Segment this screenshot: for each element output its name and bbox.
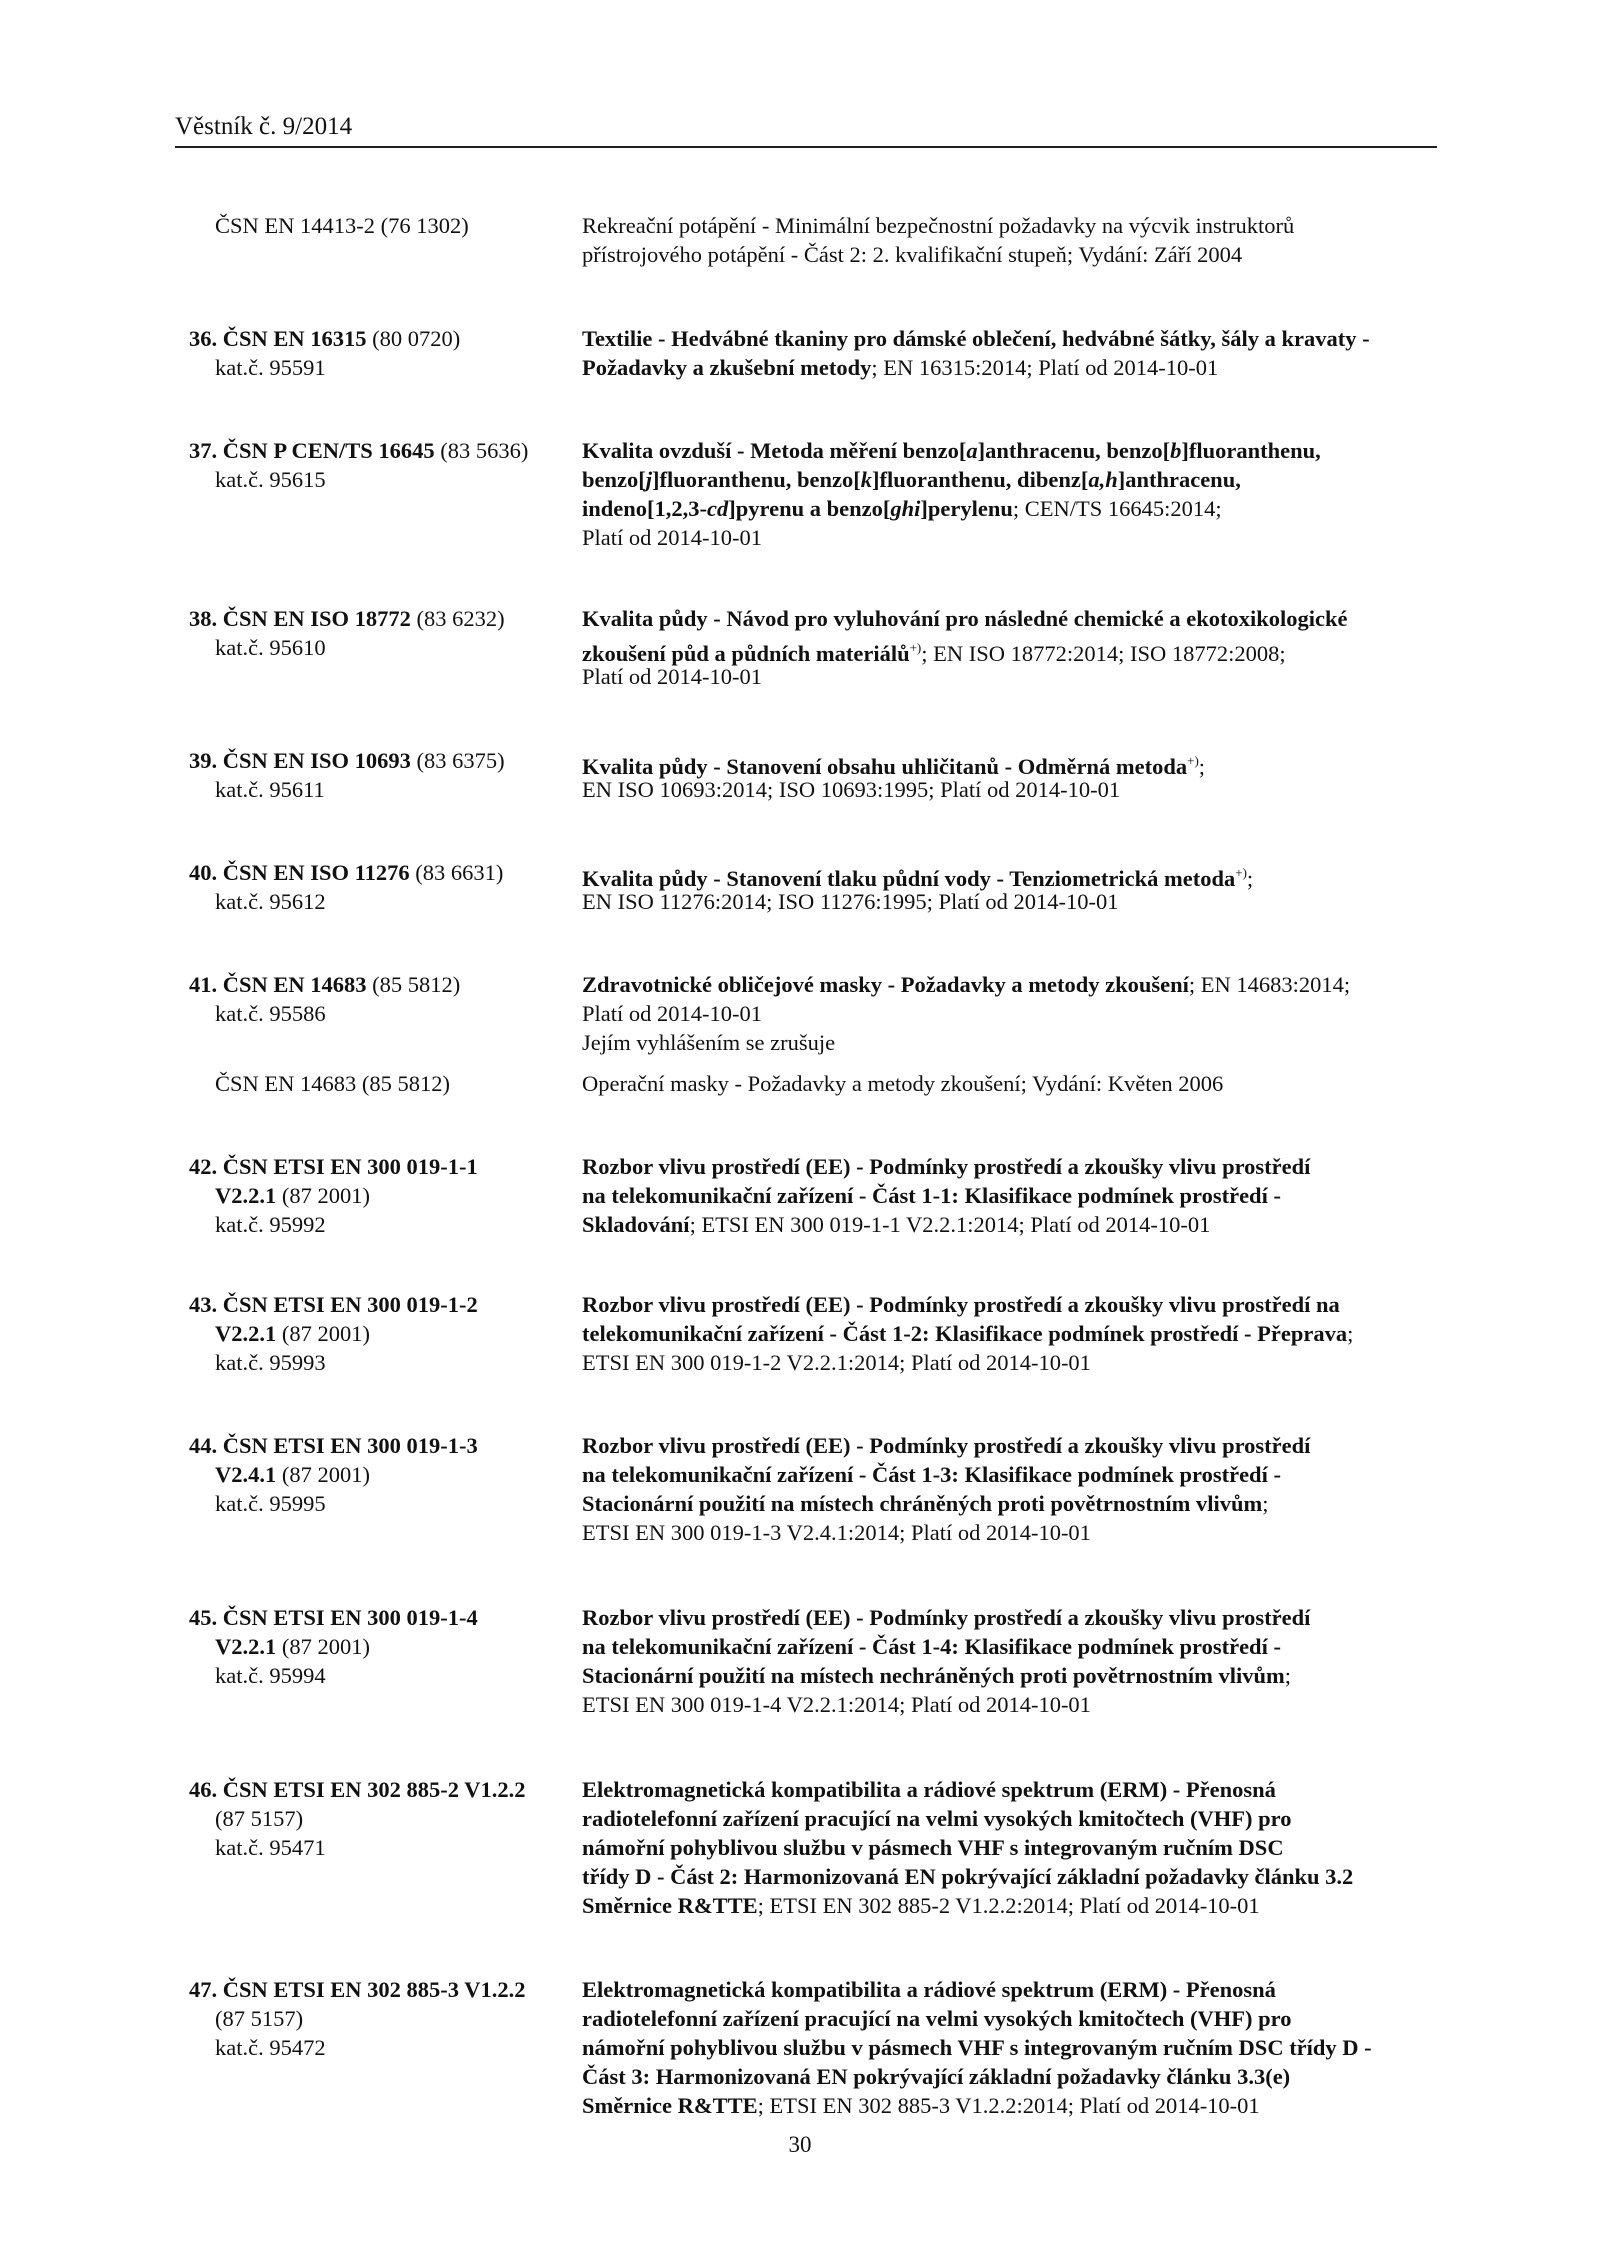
text-segment: ; ETSI EN 302 885-3 V1.2.2:2014; Platí od 2014-10-01 [757, 2093, 1260, 2118]
text-line [582, 1152, 1482, 1181]
text-segment: V2.2.1 [215, 1634, 277, 1659]
text-segment: V2.4.1 [215, 1462, 277, 1487]
footnote-mark: +) [1235, 865, 1247, 880]
text-line [189, 1181, 569, 1210]
text-line [582, 746, 1482, 779]
text-segment: Elektromagnetická kompatibilita a rádiové spektrum (ERM) - Přenosná [582, 1977, 1276, 2002]
text-segment: radiotelefonní zařízení pracující na velmi vysokých kmitočtech (VHF) pro [582, 1806, 1292, 1831]
text-line [582, 465, 1482, 494]
text-segment: benzo[ [582, 467, 646, 492]
text-line [582, 2062, 1482, 2091]
text-segment: Požadavky a zkušební metody [582, 355, 872, 380]
text-line [582, 436, 1482, 465]
standard-description [582, 970, 1482, 1057]
text-line [189, 1603, 569, 1632]
text-line [582, 1603, 1482, 1632]
text-segment: (87 2001) [276, 1634, 370, 1659]
text-segment: kat.č. 95472 [215, 2035, 326, 2060]
text-line [582, 1775, 1482, 1804]
text-segment: cd [707, 496, 729, 521]
text-line [582, 970, 1482, 999]
text-segment: (87 2001) [276, 1183, 370, 1208]
text-line [189, 2033, 569, 2062]
text-segment: Kvalita půdy - Stanovení tlaku půdní vody - Tenziometrická metoda [582, 866, 1236, 891]
standard-description [582, 746, 1482, 804]
standard-description [582, 858, 1482, 916]
text-segment: Kvalita ovzduší - Metoda měření benzo[ [582, 438, 967, 463]
text-segment: 43. ČSN ETSI EN 300 019-1-2 [189, 1292, 478, 1317]
text-segment: Platí od 2014-10-01 [582, 525, 762, 550]
text-segment: EN ISO 11276:2014; ISO 11276:1995; Platí od 2014-10-01 [582, 889, 1119, 914]
text-segment: ]fluoranthenu, [1181, 438, 1321, 463]
text-line [189, 1489, 569, 1518]
text-segment: a [966, 438, 978, 463]
text-line [582, 775, 1482, 804]
text-segment: ]fluoranthenu, benzo[ [652, 467, 861, 492]
text-line [582, 353, 1482, 382]
text-line [189, 746, 569, 775]
text-segment: ČSN EN 14683 (85 5812) [215, 1071, 450, 1096]
text-segment: ]anthracenu, benzo[ [977, 438, 1171, 463]
text-line [582, 1975, 1482, 2004]
text-segment: kat.č. 95615 [215, 467, 326, 492]
text-segment: (87 5157) [215, 2006, 304, 2031]
standard-description [582, 436, 1482, 552]
text-segment: 44. ČSN ETSI EN 300 019-1-3 [189, 1433, 478, 1458]
standard-description [582, 1975, 1482, 2120]
text-segment: námořní pohyblivou službu v pásmech VHF s integrovaným ručním DSC [582, 1835, 1284, 1860]
text-line [582, 1319, 1482, 1348]
text-line [582, 887, 1482, 916]
standard-code [189, 1290, 569, 1377]
text-segment: Platí od 2014-10-01 [582, 1001, 762, 1026]
text-line [189, 1632, 569, 1661]
text-line [189, 1290, 569, 1319]
text-line [582, 1210, 1482, 1239]
text-line [189, 633, 569, 662]
text-segment: indeno[1,2,3- [582, 496, 708, 521]
text-line [582, 1690, 1482, 1719]
text-line [582, 523, 1482, 552]
text-segment: 38. ČSN EN ISO 18772 [189, 606, 411, 631]
text-segment: Skladování [582, 1212, 690, 1237]
text-segment: na telekomunikační zařízení - Část 1-1: Klasifikace podmínek prostředí - [582, 1183, 1281, 1208]
text-line [582, 633, 1482, 666]
text-segment: a,h [1088, 467, 1118, 492]
text-line [582, 2004, 1482, 2033]
page-number: 30 [788, 2132, 812, 2157]
standard-code [189, 211, 569, 240]
text-segment: ETSI EN 300 019-1-4 V2.2.1:2014; Platí od 2014-10-01 [582, 1692, 1091, 1717]
text-segment: Stacionární použití na místech chráněných proti povětrnostním vlivům [582, 1491, 1263, 1516]
text-segment: Textilie - Hedvábné tkaniny pro dámské oblečení, hedvábné šátky, šály a kravaty - [582, 326, 1370, 351]
standard-code [189, 1975, 569, 2062]
text-segment: 45. ČSN ETSI EN 300 019-1-4 [189, 1605, 478, 1630]
standard-code [189, 1431, 569, 1518]
text-line [189, 970, 569, 999]
text-segment: 41. ČSN EN 14683 [189, 972, 367, 997]
text-line [189, 1775, 569, 1804]
text-segment: ; [1347, 1321, 1354, 1346]
footnote-mark: +) [1187, 753, 1199, 768]
text-line [189, 324, 569, 353]
text-segment: j [645, 467, 653, 492]
text-line [582, 858, 1482, 891]
text-segment: ; EN ISO 18772:2014; ISO 18772:2008; [921, 641, 1286, 666]
text-line [582, 1862, 1482, 1891]
text-line [582, 1661, 1482, 1690]
text-segment: ČSN EN 14413-2 (76 1302) [215, 213, 469, 238]
text-segment: EN ISO 10693:2014; ISO 10693:1995; Platí od 2014-10-01 [582, 777, 1121, 802]
text-segment: 47. ČSN ETSI EN 302 885-3 V1.2.2 [189, 1977, 526, 2002]
text-segment: kat.č. 95610 [215, 635, 326, 660]
text-segment: námořní pohyblivou službu v pásmech VHF s integrovaným ručním DSC třídy D - [582, 2035, 1372, 2060]
text-line [582, 2033, 1482, 2062]
text-line [582, 662, 1482, 691]
text-line [189, 436, 569, 465]
text-segment: kat.č. 95994 [215, 1663, 326, 1688]
text-segment: Operační masky - Požadavky a metody zkoušení; Vydání: Květen 2006 [582, 1071, 1224, 1096]
text-segment: (80 0720) [366, 326, 461, 351]
text-segment: ]pyrenu a benzo[ [728, 496, 891, 521]
text-segment: (83 6375) [410, 748, 505, 773]
text-segment: ; EN 16315:2014; Platí od 2014-10-01 [871, 355, 1219, 380]
standard-code [189, 1152, 569, 1239]
text-segment: ]fluoranthenu, dibenz[ [872, 467, 1089, 492]
text-segment: kat.č. 95993 [215, 1350, 326, 1375]
text-segment: radiotelefonní zařízení pracující na velmi vysokých kmitočtech (VHF) pro [582, 2006, 1292, 2031]
standard-description [582, 1290, 1482, 1377]
text-line [189, 1431, 569, 1460]
text-segment: ; EN 14683:2014; [1188, 972, 1351, 997]
text-segment: Směrnice R&TTE [582, 1893, 758, 1918]
text-segment: ; [1198, 754, 1206, 779]
standard-description [582, 1069, 1482, 1098]
text-segment: (83 6631) [409, 860, 504, 885]
text-segment: na telekomunikační zařízení - Část 1-3: Klasifikace podmínek prostředí - [582, 1462, 1281, 1487]
text-segment: V2.2.1 [215, 1183, 277, 1208]
text-segment: (87 2001) [276, 1462, 370, 1487]
text-segment: Kvalita půdy - Stanovení obsahu uhličitanů - Odměrná metoda [582, 754, 1188, 779]
standard-code [189, 436, 569, 494]
text-segment: Rekreační potápění - Minimální bezpečnostní požadavky na výcvik instruktorů [582, 213, 1295, 238]
text-line [189, 1661, 569, 1690]
text-line [582, 324, 1482, 353]
text-line [582, 1290, 1482, 1319]
text-segment: Jejím vyhlášením se zrušuje [582, 1030, 836, 1055]
text-segment: ; [1246, 866, 1254, 891]
text-segment: k [860, 467, 873, 492]
standard-description [582, 604, 1482, 691]
text-line [189, 1319, 569, 1348]
text-line [189, 1069, 569, 1098]
text-segment: (87 5157) [215, 1806, 304, 1831]
text-line [189, 211, 569, 240]
text-segment: 46. ČSN ETSI EN 302 885-2 V1.2.2 [189, 1777, 526, 1802]
text-line [189, 2004, 569, 2033]
standard-description [582, 1603, 1482, 1719]
text-line [582, 604, 1482, 633]
text-segment: kat.č. 95992 [215, 1212, 326, 1237]
text-line [189, 858, 569, 887]
text-line [582, 1028, 1482, 1057]
standard-code [189, 1603, 569, 1690]
text-segment: Rozbor vlivu prostředí (EE) - Podmínky prostředí a zkoušky vlivu prostředí [582, 1433, 1311, 1458]
text-segment: ; [1284, 1663, 1291, 1688]
standard-code [189, 858, 569, 916]
text-segment: Stacionární použití na místech nechráněných proti povětrnostním vlivům [582, 1663, 1285, 1688]
text-line [189, 887, 569, 916]
text-line [582, 2091, 1482, 2120]
standard-code [189, 604, 569, 662]
text-line [189, 999, 569, 1028]
text-line [189, 465, 569, 494]
text-segment: (83 6232) [410, 606, 505, 631]
text-segment: zkoušení půd a půdních materiálů [582, 641, 910, 666]
standard-code [189, 746, 569, 804]
journal-header-title: Věstník č. 9/2014 [175, 113, 353, 140]
text-segment: ]perylenu [920, 496, 1013, 521]
text-segment: (85 5812) [366, 972, 461, 997]
text-segment: Rozbor vlivu prostředí (EE) - Podmínky prostředí a zkoušky vlivu prostředí [582, 1154, 1311, 1179]
text-segment: V2.2.1 [215, 1321, 277, 1346]
text-line [582, 1518, 1482, 1547]
text-segment: Směrnice R&TTE [582, 2093, 758, 2118]
standard-code [189, 1775, 569, 1862]
text-line [189, 1833, 569, 1862]
text-line [582, 1460, 1482, 1489]
text-segment: Elektromagnetická kompatibilita a rádiové spektrum (ERM) - Přenosná [582, 1777, 1276, 1802]
text-segment: ; ETSI EN 302 885-2 V1.2.2:2014; Platí od 2014-10-01 [757, 1893, 1260, 1918]
text-segment: Platí od 2014-10-01 [582, 664, 762, 689]
text-segment: 37. ČSN P CEN/TS 16645 [189, 438, 435, 463]
text-line [582, 1431, 1482, 1460]
text-line [582, 1181, 1482, 1210]
text-line [582, 1804, 1482, 1833]
text-line [189, 1152, 569, 1181]
text-line [582, 1489, 1482, 1518]
text-segment: ]anthracenu, [1117, 467, 1241, 492]
text-segment: Rozbor vlivu prostředí (EE) - Podmínky prostředí a zkoušky vlivu prostředí na [582, 1292, 1340, 1317]
text-segment: 39. ČSN EN ISO 10693 [189, 748, 411, 773]
text-line [189, 604, 569, 633]
text-segment: 40. ČSN EN ISO 11276 [189, 860, 410, 885]
standard-description [582, 1152, 1482, 1239]
text-segment: Kvalita půdy - Návod pro vyluhování pro následné chemické a ekotoxikologické [582, 606, 1348, 631]
header-divider [175, 146, 1437, 148]
text-segment: b [1170, 438, 1182, 463]
standard-code [189, 1069, 569, 1098]
text-line [189, 775, 569, 804]
text-line [189, 1460, 569, 1489]
text-line [189, 1210, 569, 1239]
text-segment: ; [1262, 1491, 1269, 1516]
text-segment: (87 2001) [276, 1321, 370, 1346]
text-line [582, 1632, 1482, 1661]
text-segment: telekomunikační zařízení - Část 1-2: Klasifikace podmínek prostředí - Přeprava [582, 1321, 1348, 1346]
text-line [582, 999, 1482, 1028]
text-line [582, 1891, 1482, 1920]
text-segment: kat.č. 95591 [215, 355, 326, 380]
text-line [582, 1348, 1482, 1377]
text-segment: ETSI EN 300 019-1-2 V2.2.1:2014; Platí od 2014-10-01 [582, 1350, 1091, 1375]
text-line [582, 240, 1482, 269]
text-segment: 42. ČSN ETSI EN 300 019-1-1 [189, 1154, 478, 1179]
text-line [189, 353, 569, 382]
text-line [189, 1348, 569, 1377]
text-segment: ; ETSI EN 300 019-1-1 V2.2.1:2014; Platí od 2014-10-01 [689, 1212, 1211, 1237]
text-segment: na telekomunikační zařízení - Část 1-4: Klasifikace podmínek prostředí - [582, 1634, 1281, 1659]
text-line [189, 1975, 569, 2004]
standard-description [582, 324, 1482, 382]
text-segment: kat.č. 95586 [215, 1001, 326, 1026]
text-line [582, 211, 1482, 240]
standard-description [582, 1431, 1482, 1547]
standard-description [582, 211, 1482, 269]
text-segment: ghi [890, 496, 921, 521]
standard-code [189, 970, 569, 1028]
footnote-mark: +) [909, 640, 922, 655]
text-segment: Rozbor vlivu prostředí (EE) - Podmínky prostředí a zkoušky vlivu prostředí [582, 1605, 1311, 1630]
text-segment: Část 3: Harmonizovaná EN pokrývající základní požadavky článku 3.3(e) [582, 2064, 1291, 2089]
text-segment: ; CEN/TS 16645:2014; [1012, 496, 1222, 521]
text-segment: ETSI EN 300 019-1-3 V2.4.1:2014; Platí od 2014-10-01 [582, 1520, 1091, 1545]
standard-code [189, 324, 569, 382]
text-line [189, 1804, 569, 1833]
text-segment: 36. ČSN EN 16315 [189, 326, 367, 351]
text-segment: kat.č. 95995 [215, 1491, 326, 1516]
text-line [582, 1069, 1482, 1098]
text-segment: kat.č. 95471 [215, 1835, 326, 1860]
text-segment: Zdravotnické obličejové masky - Požadavky a metody zkoušení [582, 972, 1189, 997]
text-segment: (83 5636) [434, 438, 529, 463]
text-segment: kat.č. 95612 [215, 889, 326, 914]
text-segment: přístrojového potápění - Část 2: 2. kvalifikační stupeň; Vydání: Září 2004 [582, 242, 1243, 267]
standard-description [582, 1775, 1482, 1920]
text-segment: kat.č. 95611 [215, 777, 325, 802]
text-line [582, 1833, 1482, 1862]
text-segment: třídy D - Část 2: Harmonizovaná EN pokrývající základní požadavky článku 3.2 [582, 1864, 1354, 1889]
text-line [582, 494, 1482, 523]
